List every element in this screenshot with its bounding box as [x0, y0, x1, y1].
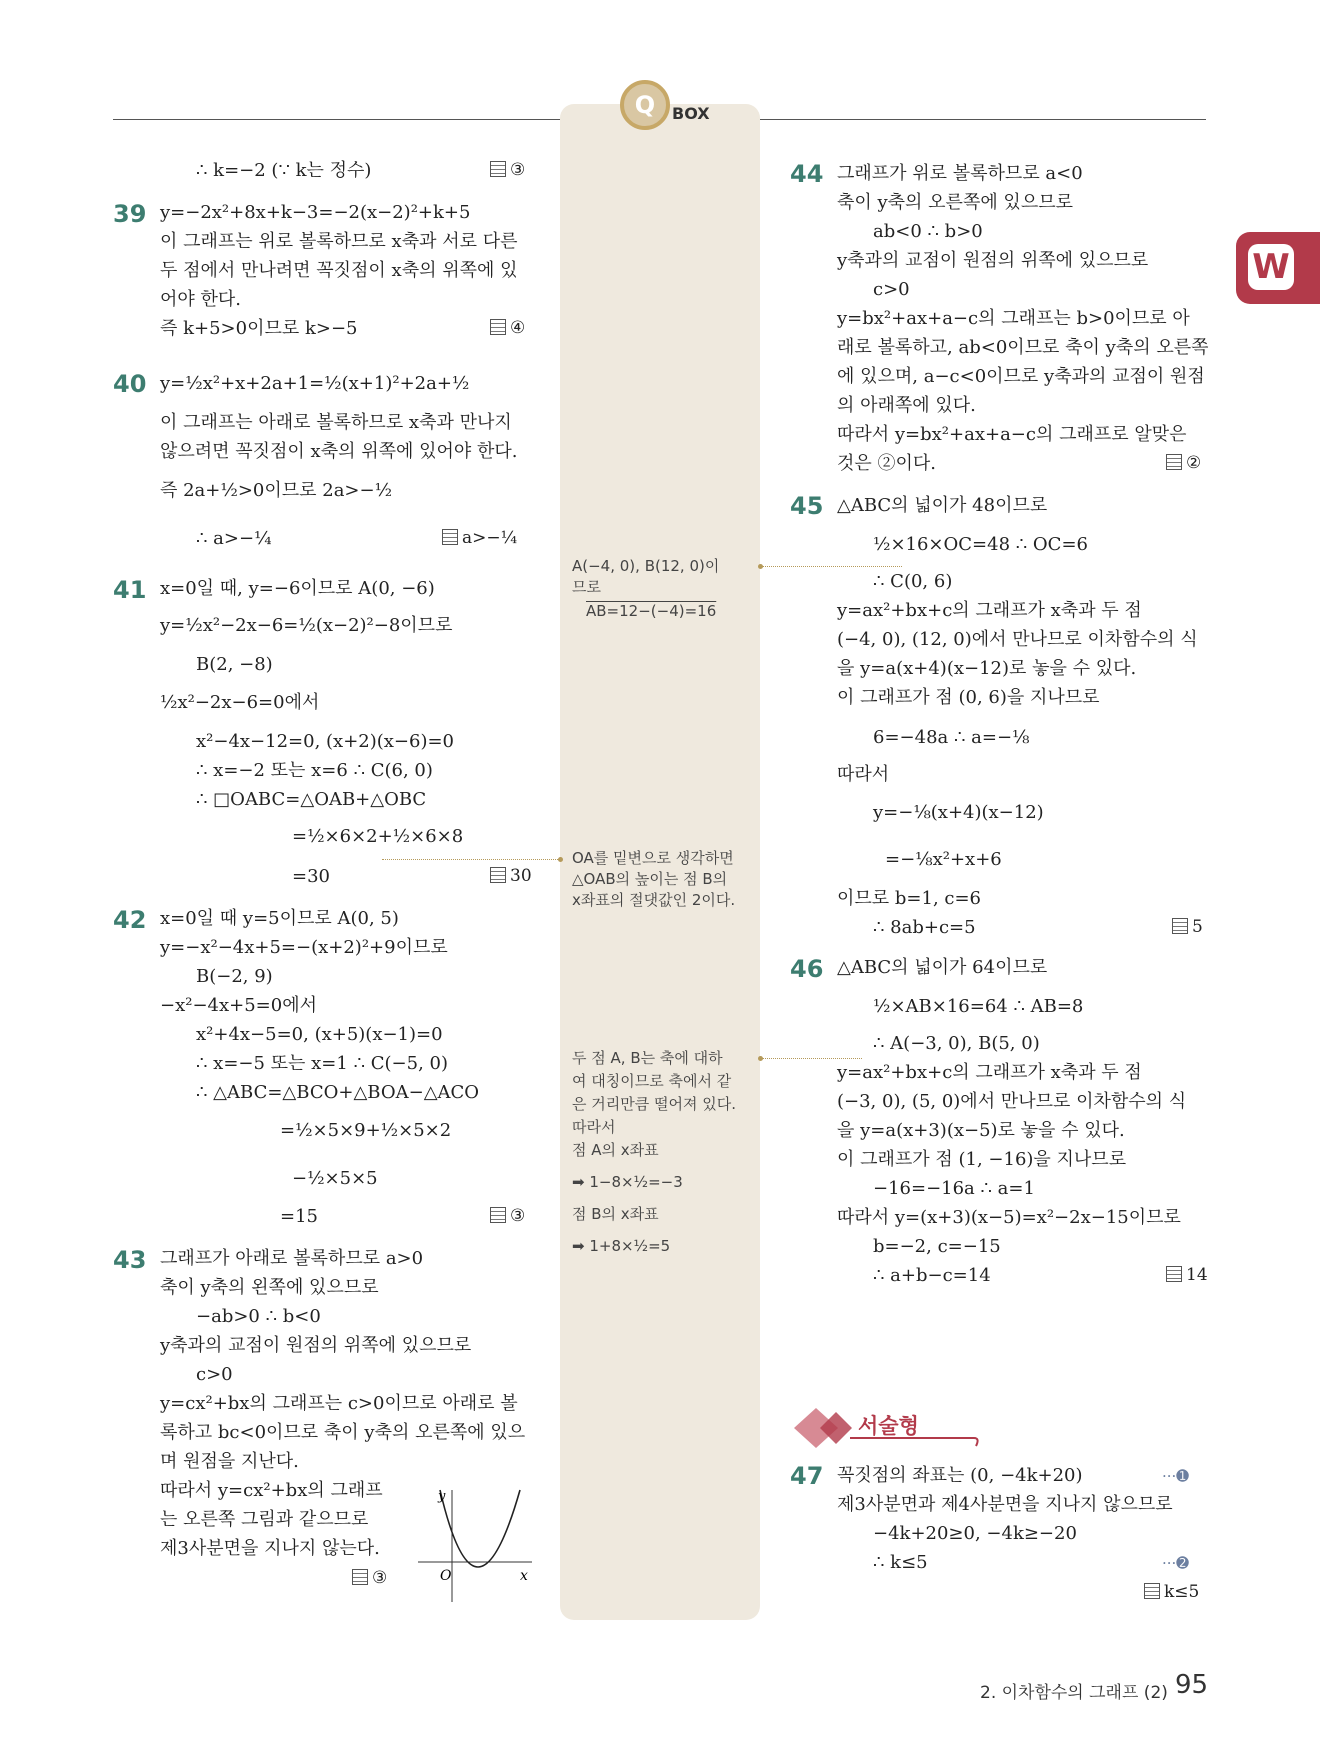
text-line: 래로 볼록하고, ab<0이므로 축이 y축의 오른쪽 [837, 337, 1209, 358]
x-axis-label: x [520, 1568, 528, 1584]
text-line: x²+4x−5=0, (x+5)(x−1)=0 [196, 1024, 443, 1045]
text-line: 에 있으며, a−c<0이므로 y축과의 교점이 원점 [837, 366, 1205, 387]
text-line: x²−4x−12=0, (x+2)(x−6)=0 [196, 731, 455, 752]
text-line: y=ax²+bx+c의 그래프가 x축과 두 점 [837, 1062, 1142, 1083]
text-line: x=0일 때, y=−6이므로 A(0, −6) [160, 578, 435, 599]
text-line: 이 그래프는 아래로 볼록하므로 x축과 만나지 [160, 412, 512, 433]
answer-mark: ③ [352, 1568, 387, 1588]
problem-number: 43 [113, 1246, 147, 1274]
text-line: 즉 k+5>0이므로 k>−5 [160, 318, 358, 339]
text-line: ∴ a+b−c=14 [873, 1265, 991, 1286]
problem-number: 41 [113, 576, 147, 604]
text-line: y=−2x²+8x+k−3=−2(x−2)²+k+5 [160, 202, 471, 223]
parabola-graph [416, 1484, 536, 1604]
text-line: △ABC의 넓이가 48이므로 [837, 495, 1048, 516]
note-line: ➡ 1+8×½=5 [572, 1237, 671, 1255]
text-line: 록하고 bc<0이므로 축이 y축의 오른쪽에 있으 [160, 1422, 526, 1443]
text-line: 는 오른쪽 그림과 같으므로 [160, 1509, 369, 1530]
answer-mark: a>−¼ [442, 528, 517, 548]
text-line: −4k+20≥0, −4k≥−20 [873, 1523, 1077, 1544]
text-line: y=bx²+ax+a−c의 그래프는 b>0이므로 아 [837, 308, 1190, 329]
text-line: y=−x²−4x+5=−(x+2)²+9이므로 [160, 937, 448, 958]
text-line: 따라서 y=(x+3)(x−5)=x²−2x−15이므로 [837, 1207, 1181, 1228]
text-line: c>0 [873, 279, 910, 300]
text-line: ∴ x=−5 또는 x=1 ∴ C(−5, 0) [196, 1053, 448, 1074]
text-line: ∴ C(0, 6) [873, 571, 953, 592]
text-line: ∴ x=−2 또는 x=6 ∴ C(6, 0) [196, 760, 433, 781]
text-line: 것은 ②이다. [837, 453, 936, 474]
step-marker: ···➊ [1162, 1467, 1189, 1485]
note-line: 은 거리만큼 떨어져 있다. [572, 1095, 736, 1113]
text-line: ∴ □OABC=△OAB+△OBC [196, 789, 427, 810]
text-line: −½×5×5 [292, 1168, 378, 1189]
text-line: ab<0 ∴ b>0 [873, 221, 983, 242]
text-line: y축과의 교점이 원점의 위쪽에 있으므로 [160, 1335, 472, 1356]
section-header [790, 1404, 980, 1452]
text-line: 꼭짓점의 좌표는 (0, −4k+20) [837, 1465, 1083, 1486]
text-line: 6=−48a ∴ a=−⅛ [873, 727, 1030, 748]
problem-number: 40 [113, 370, 147, 398]
text-line: 이 그래프가 점 (1, −16)을 지나므로 [837, 1149, 1127, 1170]
text-line: =−⅛x²+x+6 [885, 849, 1002, 870]
text-line: ∴ 8ab+c=5 [873, 917, 976, 938]
problem-number: 39 [113, 200, 147, 228]
page-number: 95 [1175, 1670, 1209, 1700]
text-line: 이 그래프가 점 (0, 6)을 지나므로 [837, 687, 1100, 708]
text-line: 않으려면 꼭짓점이 x축의 위쪽에 있어야 한다. [160, 441, 518, 462]
note-line: 두 점 A, B는 축에 대하 [572, 1049, 723, 1067]
text-line: B(−2, 9) [196, 966, 273, 987]
text-line: c>0 [196, 1364, 233, 1385]
text-line: =½×5×9+½×5×2 [280, 1120, 452, 1141]
text-line: 축이 y축의 왼쪽에 있으므로 [160, 1277, 379, 1298]
text-line: 그래프가 위로 볼록하므로 a<0 [837, 163, 1083, 184]
origin-label: O [440, 1568, 452, 1584]
text-line: y축과의 교점이 원점의 위쪽에 있으므로 [837, 250, 1149, 271]
q-box-label: BOX [672, 104, 710, 123]
problem-number: 44 [790, 160, 824, 188]
text-line: 며 원점을 지난다. [160, 1451, 299, 1472]
text-line: =½×6×2+½×6×8 [292, 826, 464, 847]
note-line: 여 대칭이므로 축에서 같 [572, 1072, 732, 1090]
note-line: 점 B의 x좌표 [572, 1205, 659, 1223]
note-line: A(−4, 0), B(12, 0)이 [572, 557, 720, 575]
note-connector [382, 859, 560, 860]
side-tab [1236, 232, 1320, 304]
text-line: −16=−16a ∴ a=1 [873, 1178, 1035, 1199]
note-connector [762, 566, 902, 567]
text-line: =30 [292, 866, 330, 887]
text-line: 을 y=a(x+3)(x−5)로 놓을 수 있다. [837, 1120, 1125, 1141]
text-line: △ABC의 넓이가 64이므로 [837, 957, 1048, 978]
text-line: 그래프가 아래로 볼록하므로 a>0 [160, 1248, 424, 1269]
w-icon: W [1248, 244, 1294, 290]
y-axis-label: y [438, 1489, 446, 1504]
text-line: ∴ k≤5 [873, 1552, 928, 1573]
text-line: ½x²−2x−6=0에서 [160, 692, 320, 713]
text-line: 이 그래프는 위로 볼록하므로 x축과 서로 다른 [160, 231, 518, 252]
note-line: 따라서 [572, 1118, 616, 1136]
text-line: y=−⅛(x+4)(x−12) [873, 802, 1044, 823]
text-line: 따라서 y=cx²+bx의 그래프 [160, 1480, 383, 1501]
text-line: (−3, 0), (5, 0)에서 만나므로 이차함수의 식 [837, 1091, 1187, 1112]
answer-mark: k≤5 [1144, 1582, 1199, 1602]
text-line: B(2, −8) [196, 654, 273, 675]
section-title: 서술형 [858, 1414, 919, 1438]
text-line: ½×AB×16=64 ∴ AB=8 [873, 996, 1084, 1017]
step-marker: ···➋ [1162, 1554, 1189, 1572]
text-line: ∴ a>−¼ [196, 528, 272, 549]
text-line: ∴ k=−2 (∵ k는 정수) [196, 160, 372, 181]
text-line: y=ax²+bx+c의 그래프가 x축과 두 점 [837, 600, 1142, 621]
answer-mark: ④ [490, 318, 525, 338]
text-line: 축이 y축의 오른쪽에 있으므로 [837, 192, 1073, 213]
note-line: △OAB의 높이는 점 B의 [572, 870, 728, 888]
answer-mark: 5 [1172, 917, 1203, 937]
answer-mark: ③ [490, 160, 525, 180]
answer-mark: ③ [490, 1206, 525, 1226]
chapter-footer: 2. 이차함수의 그래프 (2) [980, 1683, 1168, 1703]
note-line: AB=12−(−4)=16 [586, 602, 717, 620]
text-line: −ab>0 ∴ b<0 [196, 1306, 321, 1327]
text-line: x=0일 때 y=5이므로 A(0, 5) [160, 908, 399, 929]
text-line: −x²−4x+5=0에서 [160, 995, 317, 1016]
text-line: 따라서 y=bx²+ax+a−c의 그래프로 알맞은 [837, 424, 1187, 445]
note-line: OA를 밑변으로 생각하면 [572, 849, 734, 867]
note-connector [762, 1058, 862, 1059]
q-box-badge: Q [620, 80, 670, 130]
answer-mark: ② [1166, 453, 1201, 473]
text-line: 제3사분면과 제4사분면을 지나지 않으므로 [837, 1494, 1173, 1515]
text-line: ½×16×OC=48 ∴ OC=6 [873, 534, 1088, 555]
text-line: 따라서 [837, 764, 890, 785]
text-line: y=½x²−2x−6=½(x−2)²−8이므로 [160, 615, 453, 636]
problem-number: 47 [790, 1462, 824, 1490]
text-line: 을 y=a(x+4)(x−12)로 놓을 수 있다. [837, 658, 1137, 679]
text-line: 어야 한다. [160, 289, 241, 310]
text-line: ∴ A(−3, 0), B(5, 0) [873, 1033, 1040, 1054]
note-line: 점 A의 x좌표 [572, 1141, 659, 1159]
text-line: 의 아래쪽에 있다. [837, 395, 976, 416]
note-line: ➡ 1−8×½=−3 [572, 1173, 683, 1191]
problem-number: 42 [113, 906, 147, 934]
text-line: 이므로 b=1, c=6 [837, 888, 982, 909]
answer-mark: 30 [490, 866, 532, 886]
answer-mark: 14 [1166, 1265, 1208, 1285]
text-line: y=½x²+x+2a+1=½(x+1)²+2a+½ [160, 373, 470, 394]
text-line: (−4, 0), (12, 0)에서 만나므로 이차함수의 식 [837, 629, 1198, 650]
text-line: 제3사분면을 지나지 않는다. [160, 1538, 380, 1559]
note-line: 므로 [572, 578, 601, 596]
problem-number: 46 [790, 955, 824, 983]
text-line: 두 점에서 만나려면 꼭짓점이 x축의 위쪽에 있 [160, 260, 518, 281]
text-line: y=cx²+bx의 그래프는 c>0이므로 아래로 볼 [160, 1393, 518, 1414]
text-line: 즉 2a+½>0이므로 2a>−½ [160, 480, 393, 501]
note-line: x좌표의 절댓값인 2이다. [572, 891, 736, 909]
problem-number: 45 [790, 492, 824, 520]
text-line: ∴ △ABC=△BCO+△BOA−△ACO [196, 1082, 480, 1103]
text-line: b=−2, c=−15 [873, 1236, 1001, 1257]
text-line: =15 [280, 1206, 318, 1227]
